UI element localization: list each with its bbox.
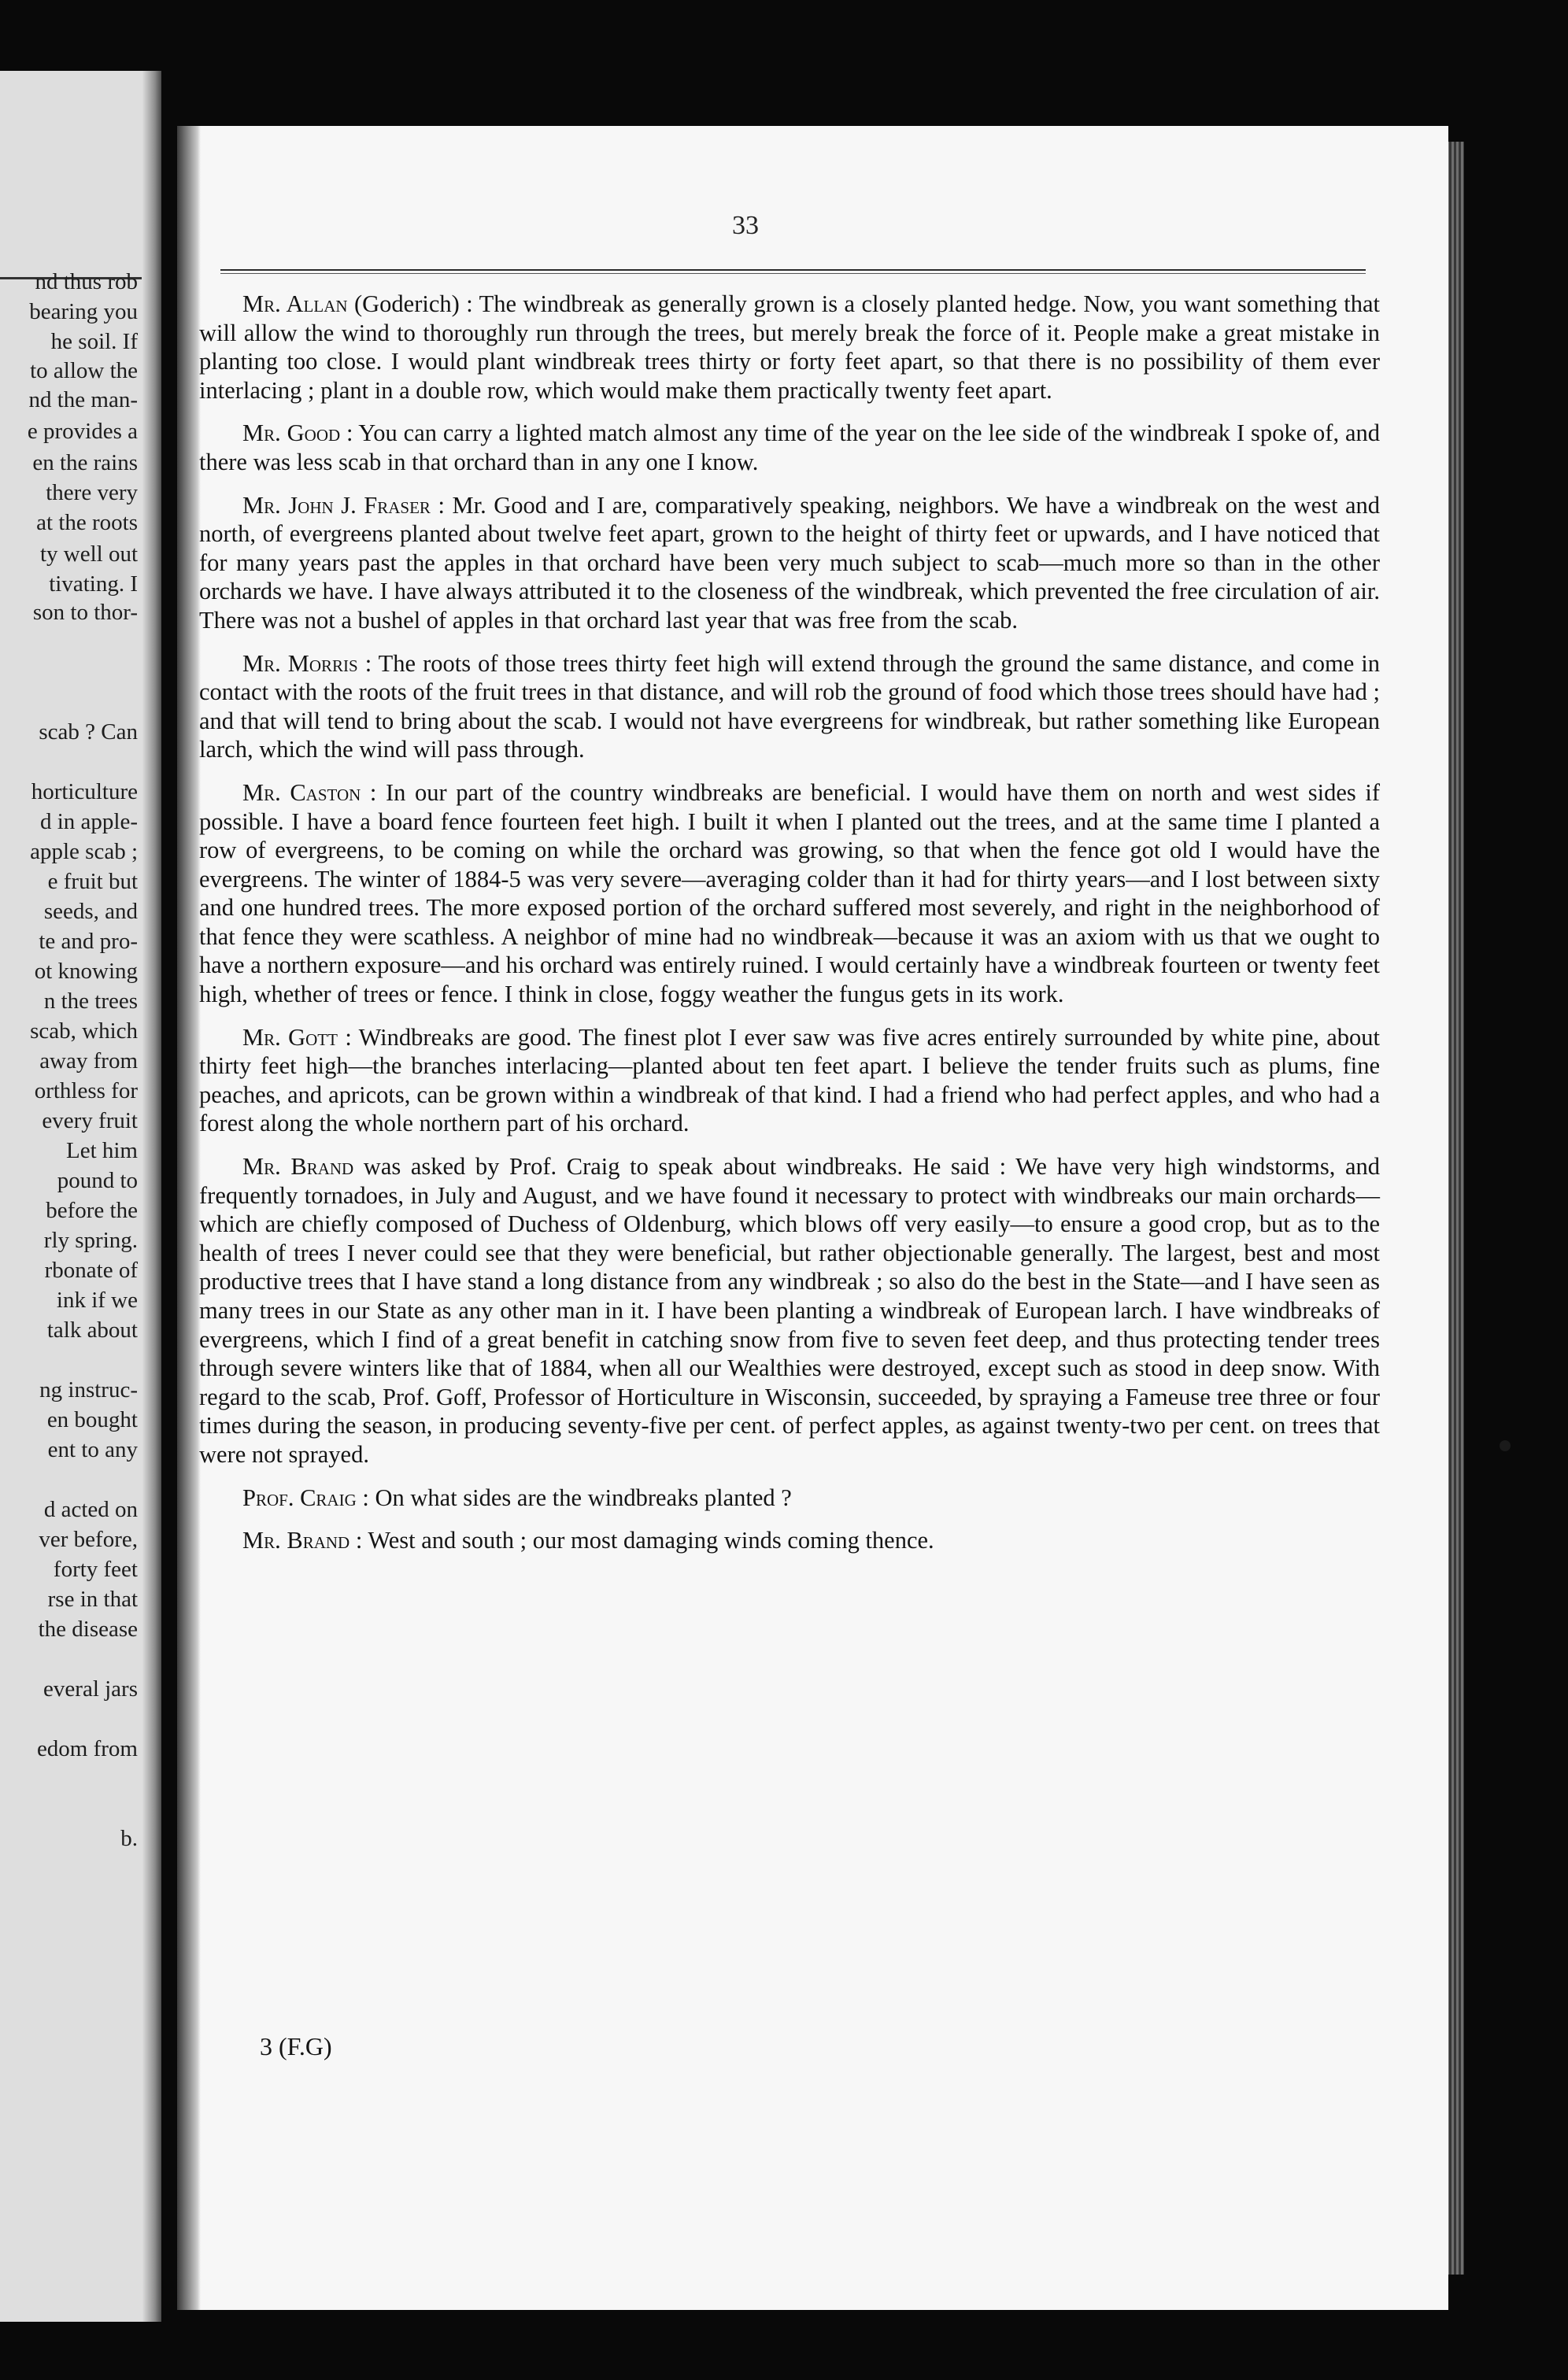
- left-page-line: talk about: [46, 1318, 138, 1343]
- left-page-line: son to thor-: [32, 600, 138, 625]
- left-page-line: scab ? Can: [39, 719, 138, 745]
- paragraph-text: : You can carry a lighted match almost any time of the year on the lee side of the windbreak I spoke of, and there was less scab in that orchard than in any one I know.: [199, 419, 1380, 475]
- left-page-line: orthless for: [34, 1078, 138, 1103]
- signature-mark: 3 (F.G): [260, 2032, 332, 2060]
- left-page-line: en the rains: [32, 450, 138, 475]
- left-page-line: tivating. I: [49, 571, 138, 597]
- left-page-line: the disease: [38, 1617, 138, 1642]
- left-page-line: ver before,: [39, 1527, 138, 1552]
- left-page-line: nd the man-: [28, 387, 138, 412]
- left-page-line: away from: [39, 1048, 138, 1074]
- body-text: [199, 290, 1380, 1569]
- speaker-name: Mr. Caston: [242, 778, 361, 806]
- left-page-line: te and pro-: [39, 929, 138, 954]
- speaker-name: Mr. Good: [242, 419, 341, 447]
- paragraph-text: : West and south ; our most damaging winds coming thence.: [349, 1527, 934, 1554]
- speaker-name: Mr. Gott: [242, 1023, 338, 1051]
- left-page-line: ng instruc-: [39, 1377, 138, 1402]
- speaker-name: Mr. Morris: [242, 649, 358, 677]
- paragraph-text: : Mr. Good and I are, comparatively speaking, neighbors. We have a windbreak on the west and north, of evergreens planted about twelve feet apart, grown to the height of thirty feet or upwards, and I have noticed that for many years past the apples in that orchard have been very much subject to scab—much more so than in the other orchards we have. I have always attributed it to the closeness of the windbreak, which prevented the free circulation of air. There was not a bushel of apples in that orchard last year that was free from the scab.: [199, 491, 1380, 634]
- speaker-name: Mr. Brand: [242, 1153, 354, 1181]
- page-stack-edge: [1447, 142, 1464, 2275]
- speaker-name: Mr. Allan: [242, 290, 348, 317]
- paragraph-text: : The roots of those trees thirty feet high will extend through the ground the same distance, and come in contact with the roots of the fruit trees in that distance, and will rob the ground of food which those trees should have had ; and that will tend to bring about the scab. I would not have evergreens for windbreak, but rather something like European larch, which the wind will pass through.: [199, 649, 1380, 763]
- paragraph: [199, 1484, 1380, 1513]
- paragraph-text: : Windbreaks are good. The finest plot I ever saw was five acres entirely surrounded by white pine, about thirty feet high—the branches interlacing—planted about ten feet apart. I believe the tender fruits such as plums, fine peaches, and apricots, can be grown within a windbreak of that kind. I had a friend who had perfect apples, and who had a forest along the whole northern part of his orchard.: [199, 1023, 1380, 1137]
- left-page-line: every fruit: [42, 1108, 138, 1133]
- left-page-line: e fruit but: [47, 869, 138, 894]
- left-page-line: seeds, and: [43, 899, 138, 924]
- left-page-line: ot knowing: [34, 959, 138, 984]
- left-page-line: horticulture: [31, 779, 138, 804]
- left-page-line: there very: [46, 480, 138, 505]
- left-page-line: Let him: [65, 1138, 138, 1163]
- left-page-line: he soil. If: [50, 329, 138, 354]
- left-page-line: scab, which: [30, 1018, 138, 1044]
- paragraph: [199, 1152, 1380, 1469]
- paragraph: [199, 419, 1380, 476]
- left-page-line: apple scab ;: [30, 839, 138, 864]
- left-page-line: d in apple-: [39, 809, 138, 834]
- left-page-line: everal jars: [43, 1676, 138, 1702]
- paragraph: [199, 778, 1380, 1009]
- left-page-line: en bought: [46, 1407, 138, 1432]
- left-page-line: ent to any: [47, 1437, 138, 1462]
- paragraph-text: (Goderich) : The windbreak as generally grown is a closely planted hedge. Now, you want something that will allow the wind to thoroughly run through the trees, but merely break the force of it. People make a great mistake in planting too close. I would plant windbreak trees thirty or forty feet apart, so that there is no possibility of them ever interlacing ; plant in a double row, which would make them practically twenty feet apart.: [199, 290, 1380, 404]
- left-page-line: n the trees: [43, 989, 138, 1014]
- paragraph: [199, 649, 1380, 764]
- left-page-line: to allow the: [30, 358, 138, 383]
- left-page-line: ty well out: [39, 541, 138, 567]
- paragraph-text: was asked by Prof. Craig to speak about windbreaks. He said : We have very high windstorms, and frequently tornadoes, in July and August, and we have found it necessary to protect with windbreaks our main orchards—which are chiefly composed of Duchess of Oldenburg, which blows off very easily—to ensure a good crop, but as to the health of trees I never could see that they were beneficial, but rather objectionable generally. The largest, best and most productive trees that I have stand a long distance from any windbreak ; so also do the best in the State—and I have seen as many trees in our State as any other man in it. I have been planting a windbreak of European larch. I have windbreaks of evergreens, which I find of a great benefit in catching snow from five to seven feet deep, and thus protecting tender trees through severe winters like that of 1884, when all our Wealthies were destroyed, except such as stood in deep snow. With regard to the scab, Prof. Goff, Professor of Horticulture in Wisconsin, succeeded, by spraying a Fameuse tree three or four times during the season, in producing seventy-five per cent. of perfect apples, as against twenty-two per cent. on trees that were not sprayed.: [199, 1153, 1380, 1468]
- paragraph: [199, 290, 1380, 405]
- left-page-line: at the roots: [36, 510, 138, 535]
- left-page-line: forty feet: [53, 1557, 138, 1582]
- left-page-line: edom from: [36, 1736, 138, 1761]
- left-page-line: ink if we: [56, 1288, 138, 1313]
- left-page-line: rbonate of: [44, 1258, 138, 1283]
- speaker-name: Mr. Brand: [242, 1527, 350, 1554]
- paragraph: [199, 1526, 1380, 1555]
- paragraph-text: : In our part of the country windbreaks are beneficial. I would have them on north and west sides if possible. I have a board fence fourteen feet high. I built it when I planted out the trees, and at the same time I planted a row of evergreens, to be coming on while the orchard was growing, so that when the fence got old I would have the evergreens. The winter of 1884-5 was very severe—averaging colder than it had for thirty years—and I lost between sixty and one hundred trees. The more exposed portion of the orchard suffered most severely, and right in the neighborhood of that fence they were scathless. A neighbor of mine had no windbreak—because it was an axiom with us that we ought to have a northern exposure—and his orchard was entirely ruined. I would certainly have a windbreak fourteen or twenty feet high, whether of trees or fence. I think in close, foggy weather the fungus gets in its work.: [199, 778, 1380, 1008]
- page-number: 33: [732, 211, 759, 240]
- left-page-line: e provides a: [27, 419, 138, 444]
- scan-speck: [1500, 1440, 1511, 1451]
- right-page: [177, 126, 1448, 2310]
- left-page-line: d acted on: [43, 1497, 138, 1522]
- right-gutter-shadow: [177, 126, 201, 2310]
- left-page-line: pound to: [57, 1168, 138, 1193]
- left-page-line: rly spring.: [43, 1228, 138, 1253]
- speaker-name: Mr. John J. Fraser: [242, 491, 431, 519]
- left-gutter-shadow: [142, 71, 161, 2322]
- left-page-line: nd thus rob: [35, 269, 138, 294]
- left-page-line: bearing you: [29, 299, 138, 324]
- speaker-name: Prof. Craig: [242, 1484, 357, 1511]
- paragraph: [199, 491, 1380, 635]
- left-page-line: rse in that: [47, 1587, 138, 1612]
- left-page: [0, 71, 161, 2322]
- left-page-line: before the: [46, 1198, 138, 1223]
- header-rule: [220, 269, 1366, 274]
- paragraph: [199, 1023, 1380, 1138]
- paragraph-text: : On what sides are the windbreaks planted ?: [356, 1484, 792, 1511]
- left-page-line: b.: [120, 1826, 138, 1851]
